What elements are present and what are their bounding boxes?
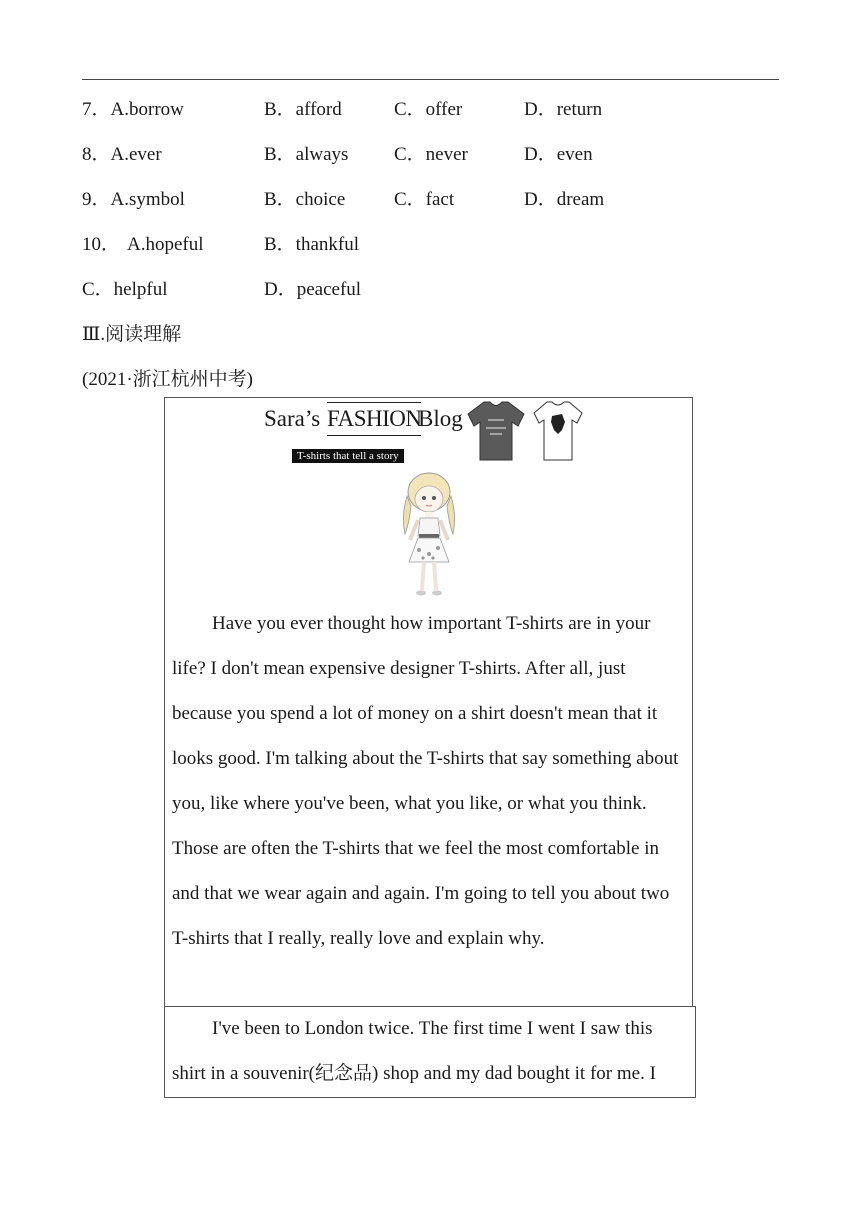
blog-title-fashion: FASHION: [327, 402, 421, 436]
blog-tagline: T-shirts that tell a story: [292, 449, 404, 463]
option-d: D．even: [524, 144, 593, 165]
question-number: 7．: [82, 99, 111, 120]
blog-paragraph-1: Have you ever thought how important T-shirts are in your life? I don't mean expensive designer T-shirts. After all, just because you spend a lot of money on a shirt doesn't mean that it looks good. I'm talking about the T-shirts that say something about you, like where you've been, what you like, or what you think. Those are often the T-shirts that we feel the most comfortable in and that we wear again and again. I'm going to tell you about two T-shirts that I really, really love and explain why.: [172, 613, 679, 949]
option-c: C．fact: [394, 189, 455, 210]
option-a: A.hopeful: [127, 234, 204, 255]
question-number: 10．: [82, 234, 121, 255]
option-d: D．dream: [524, 189, 605, 210]
dark-tshirt-icon: [466, 400, 526, 462]
option-c: C．never: [394, 144, 468, 165]
option-d: D．return: [524, 99, 603, 120]
blog-paragraph-2: I've been to London twice. The first time I went I saw this shirt in a souvenir(纪念品) shop and my dad bought it for me. I: [172, 1018, 656, 1084]
option-b: B．thankful: [264, 234, 359, 255]
option-c: C．offer: [394, 99, 463, 120]
option-b: B．choice: [264, 189, 346, 210]
question-number: 9．: [82, 189, 111, 210]
white-tshirt-icon: [532, 400, 584, 462]
option-b: B．afford: [264, 99, 342, 120]
blog-header: [264, 400, 704, 470]
option-a: A.ever: [110, 144, 162, 165]
top-rule: [82, 79, 779, 80]
option-b: B．always: [264, 144, 349, 165]
option-a: A.borrow: [110, 99, 184, 120]
source-note: (2021·浙江杭州中考): [82, 369, 253, 390]
section-heading: Ⅲ.阅读理解: [82, 324, 182, 345]
question-number: 8．: [82, 144, 111, 165]
blog-title-blog: Blog: [418, 406, 463, 431]
girl-illustration: [393, 470, 465, 598]
option-a: A.symbol: [110, 189, 185, 210]
option-d: D．peaceful: [264, 279, 362, 300]
option-c: C．helpful: [82, 279, 168, 300]
blog-title-sara: Sara’s: [264, 406, 321, 431]
